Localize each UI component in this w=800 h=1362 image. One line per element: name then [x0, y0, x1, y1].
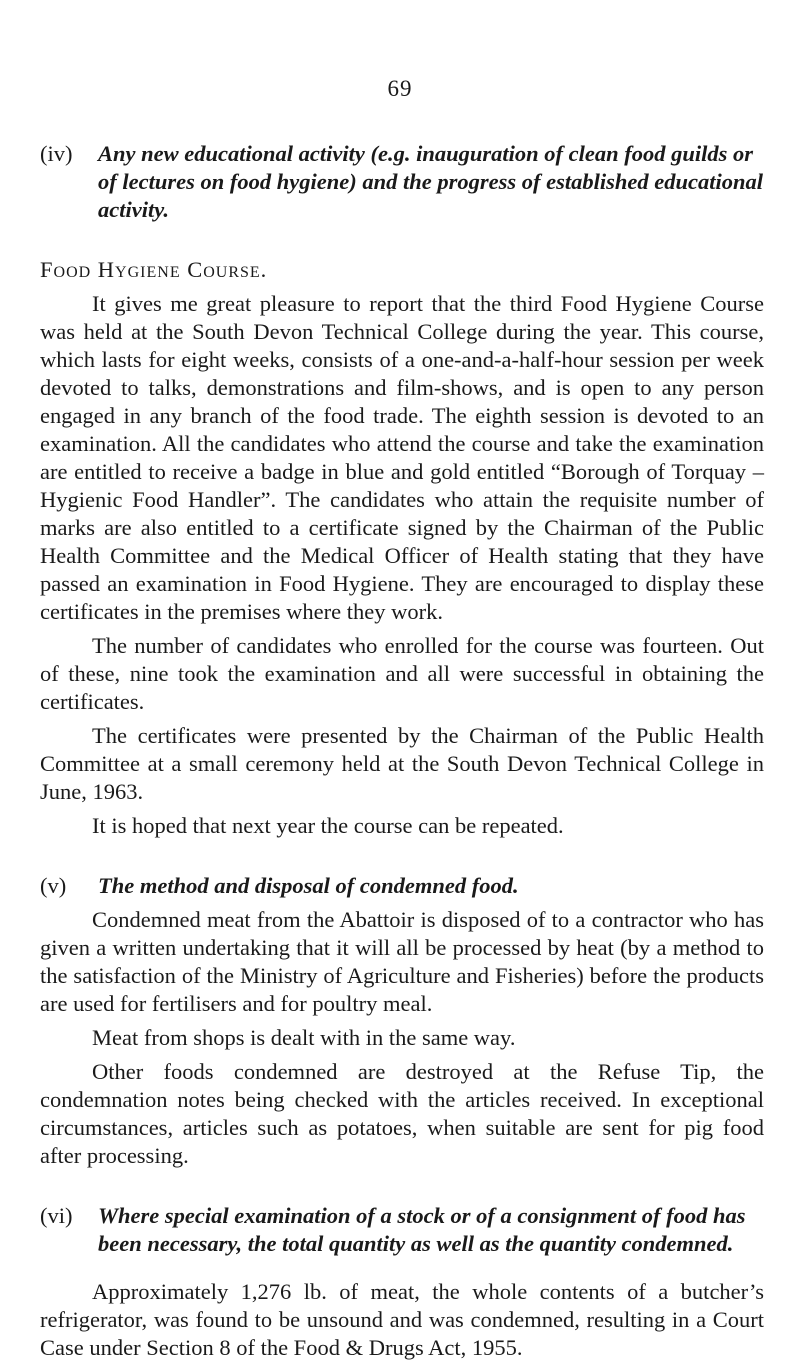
- section-iv-heading: [40, 140, 764, 224]
- section-iv-heading-text: Any new educational activity (e.g. inauguration of clean food guilds or of lectures on food hygiene) and the progress of established educational activity.: [98, 141, 763, 222]
- food-hygiene-paragraph-1: It gives me great pleasure to report that the third Food Hygiene Course was held at the South Devon Technical College during the year. This course, which lasts for eight weeks, consists of a one-and-a-half-hour session per week devoted to talks, demonstrations and film-shows, and is open to any person engaged in any branch of the food trade. The eighth session is devoted to an examination. All the candidates who attend the course and take the examination are entitled to receive a badge in blue and gold entitled “Borough of Torquay – Hygienic Food Handler”. The candidates who attain the requisite number of marks are also entitled to a certificate signed by the Chairman of the Public Health Committee and the Medical Officer of Health stating that they have passed an examination in Food Hygiene. They are encouraged to display these certificates in the premises where they work.: [40, 291, 764, 624]
- section-iv-number: (iv): [40, 141, 73, 166]
- food-hygiene-course-title: Food Hygiene Course.: [40, 257, 268, 282]
- section-v-number: (v): [40, 873, 67, 898]
- section-v-paragraph-2: Meat from shops is dealt with in the same way.: [92, 1025, 516, 1050]
- section-vi-heading: [40, 1202, 764, 1258]
- section-vi-heading-text: Where special examination of a stock or of a consignment of food has been necessary, the total quantity as well as the quantity condemned.: [98, 1203, 746, 1256]
- food-hygiene-paragraph-2: The number of candidates who enrolled for the course was fourteen. Out of these, nine took the examination and all were successful in obtaining the certificates.: [40, 633, 764, 714]
- page-content: [40, 140, 764, 1362]
- food-hygiene-paragraph-4: It is hoped that next year the course can be repeated.: [92, 813, 564, 838]
- section-v-paragraph-3: Other foods condemned are destroyed at the Refuse Tip, the condemnation notes being checked with the articles received. In exceptional circumstances, articles such as potatoes, when suitable are sent for pig food after processing.: [40, 1059, 764, 1168]
- page-number: 69: [387, 76, 413, 101]
- section-vi-paragraph-1: Approximately 1,276 lb. of meat, the whole contents of a butcher’s refrigerator, was found to be unsound and was condemned, resulting in a Court Case under Section 8 of the Food & Drugs Act, 1955.: [40, 1279, 764, 1360]
- food-hygiene-paragraph-3: The certificates were presented by the Chairman of the Public Health Committee at a small ceremony held at the South Devon Technical College in June, 1963.: [40, 723, 764, 804]
- section-vi-number: (vi): [40, 1203, 73, 1228]
- section-v-heading-text: The method and disposal of condemned food.: [98, 873, 519, 898]
- section-v-heading: [40, 872, 764, 900]
- section-v-paragraph-1: Condemned meat from the Abattoir is disposed of to a contractor who has given a written undertaking that it will all be processed by heat (by a method to the satisfaction of the Ministry of Agriculture and Fisheries) before the products are used for fertilisers and for poultry meal.: [40, 907, 764, 1016]
